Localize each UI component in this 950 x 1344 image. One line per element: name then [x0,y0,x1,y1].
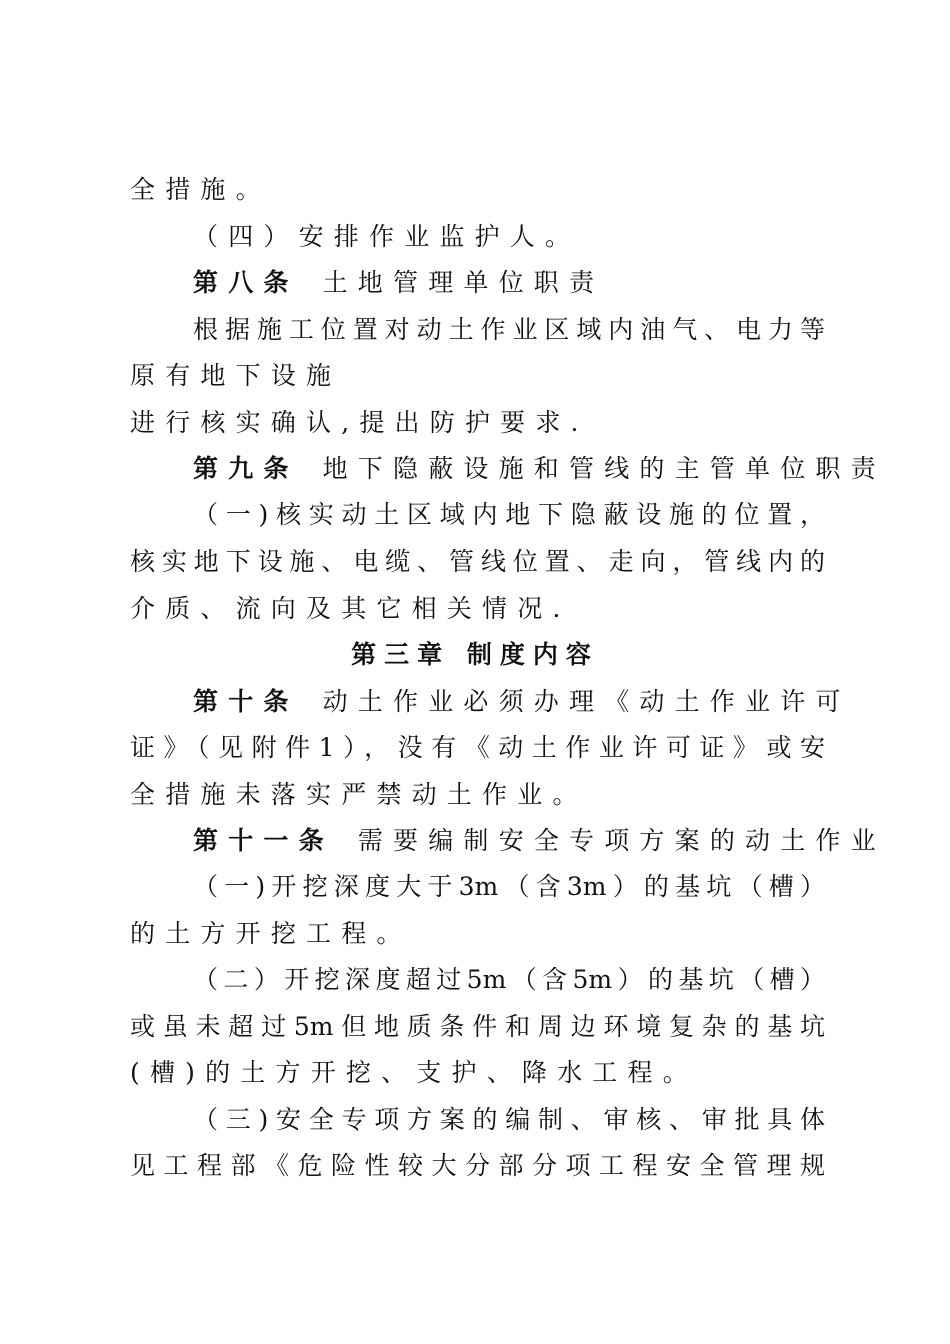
paragraph-line: 证》（见附件1），没有《动土作业许可证》或安 [130,733,825,762]
paragraph-line: 介质、流向及其它相关情况. [130,594,571,623]
article-8-line [193,267,604,299]
paragraph-line: （四）安排作业监护人。 [193,222,581,251]
article-11-title: 第十一条 [193,826,334,855]
article-10-title: 第十条 [193,687,299,716]
paragraph-line: （一)开挖深度大于3m（含3m）的基坑（槽） [193,872,825,901]
paragraph-line: 见工程部《危险性较大分部分项工程安全管理规 [130,1151,825,1180]
paragraph-line: 全措施未落实严禁动土作业。 [130,780,588,809]
article-8-text: 土地管理单位职责 [322,268,605,297]
article-8-title: 第八条 [193,268,299,297]
paragraph-line: 的土方开挖工程。 [130,919,412,948]
paragraph-line: （三)安全专项方案的编制、审核、审批具体 [193,1105,825,1134]
paragraph-line: (槽)的土方开挖、支护、降水工程。 [130,1058,698,1087]
paragraph-line: 或虽未超过5m但地质条件和周边环境复杂的基坑 [130,1012,825,1041]
article-11-line [193,825,886,857]
article-11-text: 需要编制安全专项方案的动土作业 [357,826,886,855]
paragraph-line: 进行核实确认,提出防护要求. [130,408,589,437]
article-9-line [193,453,886,485]
paragraph-line: （一)核实动土区域内地下隐蔽设施的位置， [193,500,825,529]
paragraph-line: （二）开挖深度超过5m（含5m）的基坑（槽） [193,965,825,994]
article-9-text: 地下隐蔽设施和管线的主管单位职责 [322,454,886,483]
paragraph-line: 核实地下设施、电缆、管线位置、走向，管线内的 [130,547,825,576]
paragraph-line: 全措施。 [130,175,271,204]
article-10-line [193,686,851,718]
paragraph-line: 原有地下设施 [130,361,342,390]
article-9-title: 第九条 [193,454,299,483]
article-10-text: 动土作业必须办理《动土作业许可 [322,687,851,716]
paragraph-line: 根据施工位置对动土作业区域内油气、电力等 [193,315,825,344]
chapter-heading: 第三章 制度内容 [351,640,599,669]
